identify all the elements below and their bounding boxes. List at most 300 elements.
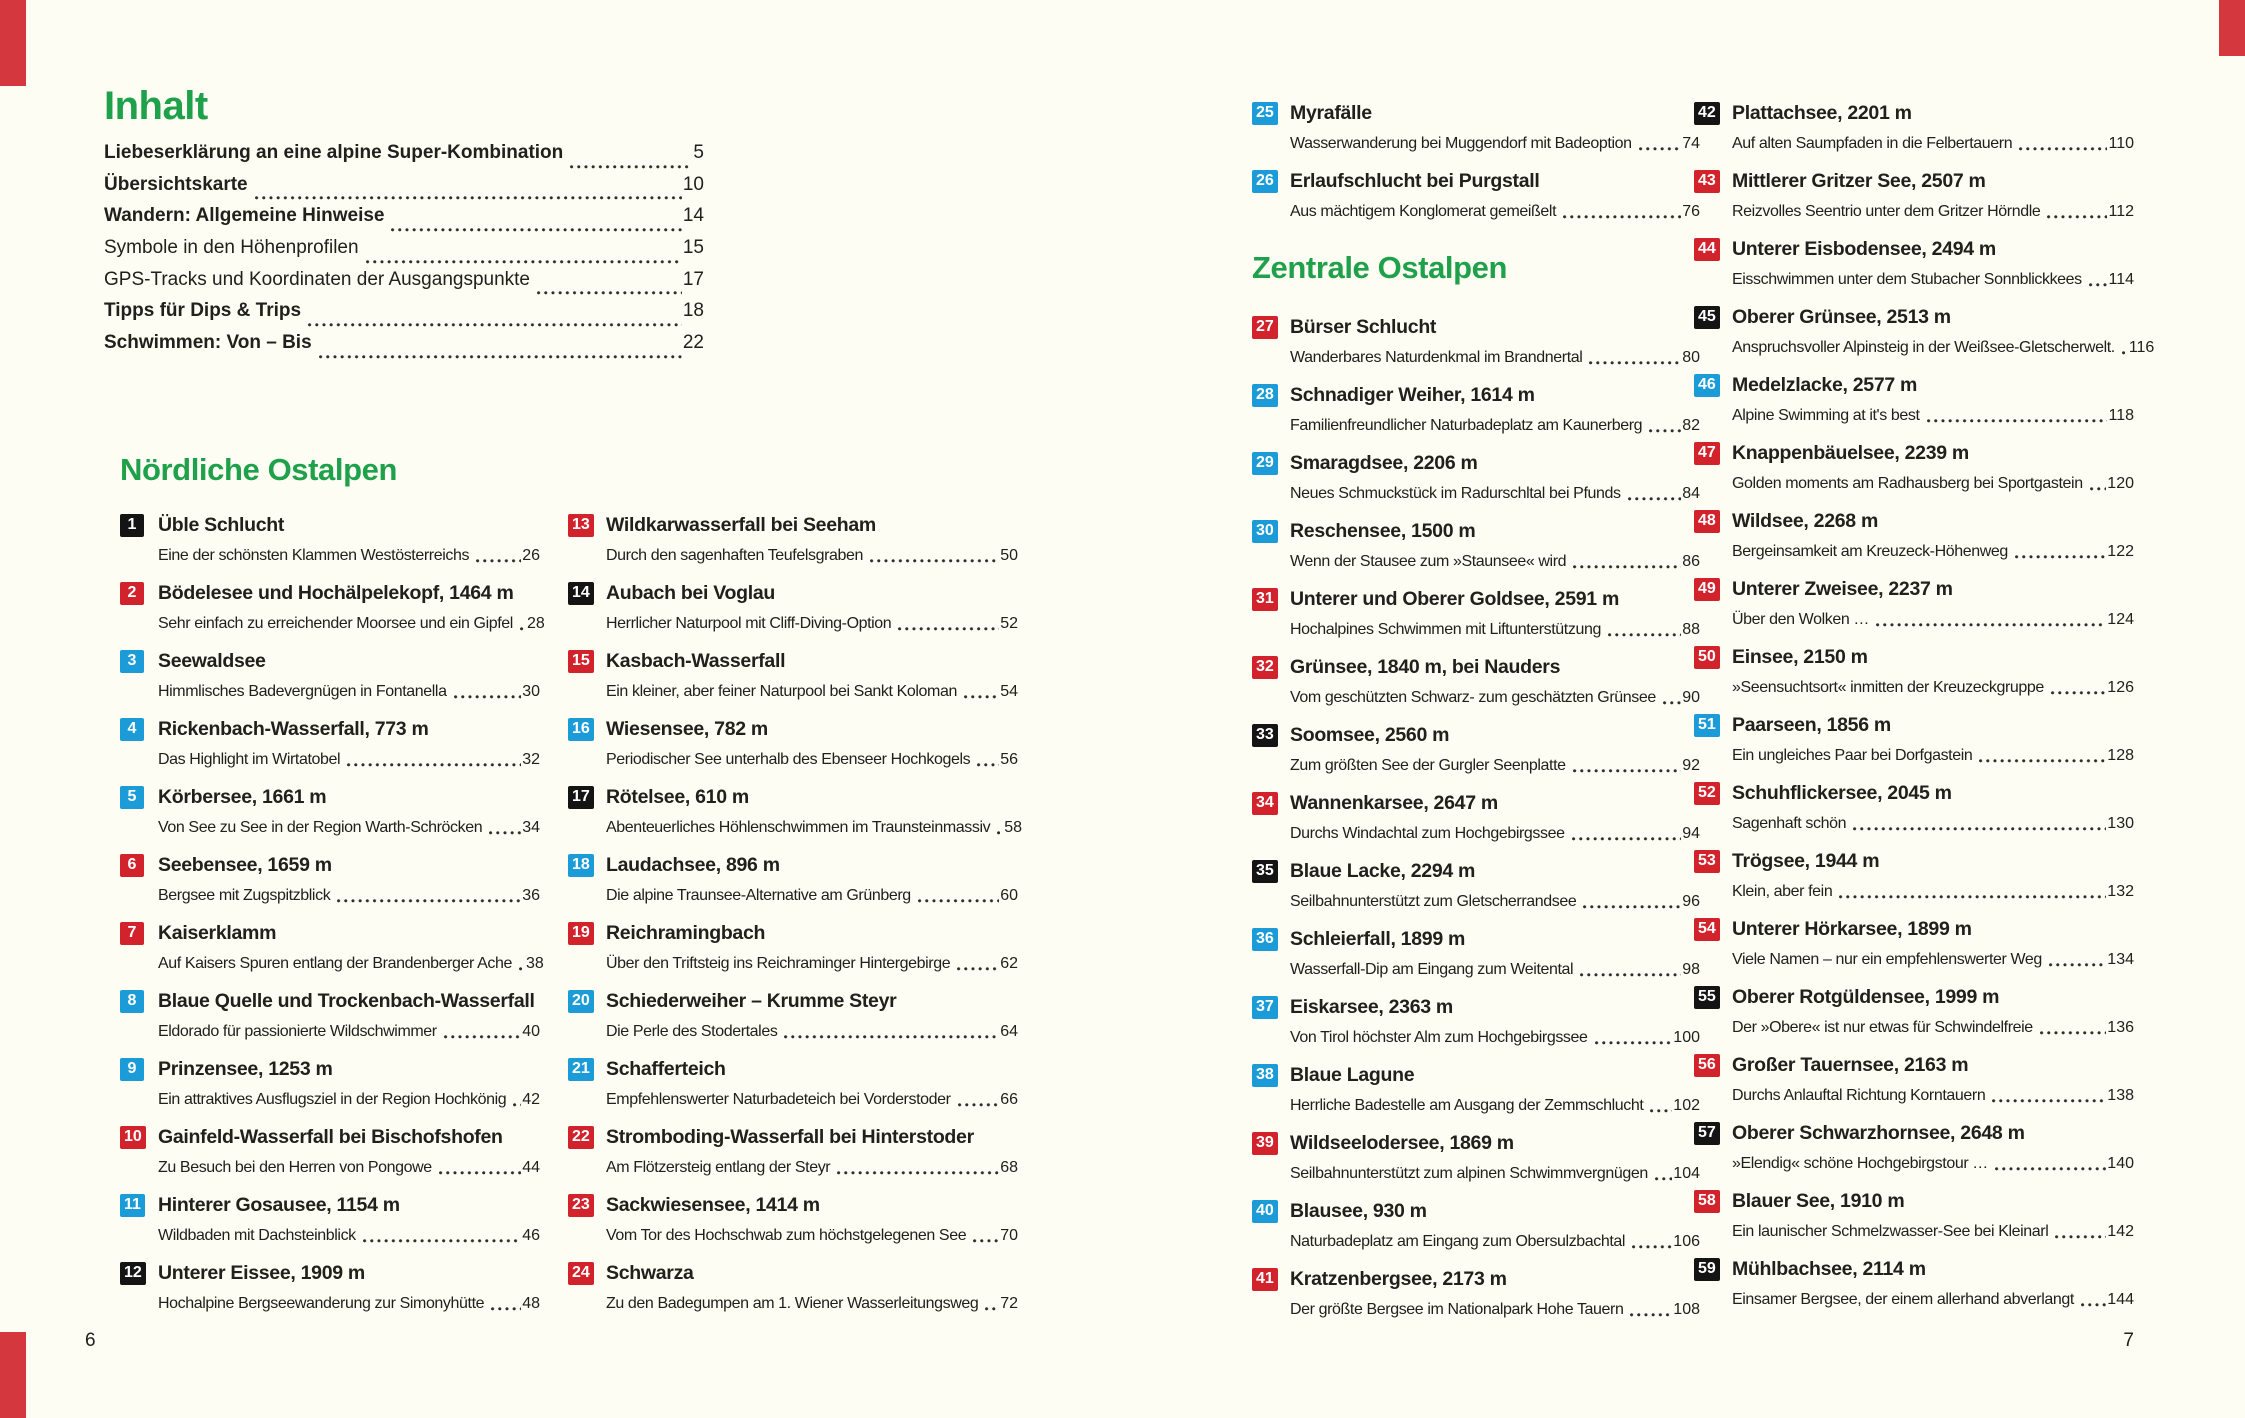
toc-entry-subline [606,545,1018,567]
tour-number-badge: 16 [568,718,594,741]
toc-entry [120,988,540,1056]
tour-number-badge: 28 [1252,384,1278,407]
toc-entry-head [1694,168,2134,194]
tour-description: Golden moments am Radhausberg bei Sportgastein [1732,475,2083,492]
tour-page-number: 64 [1000,1023,1018,1040]
dotted-leader [491,1307,521,1311]
dotted-leader [2047,215,2107,219]
dotted-leader [1927,419,2108,423]
tour-title: Schuhflickersee, 2045 m [1732,781,1952,804]
tour-number-badge: 57 [1694,1122,1720,1145]
dotted-leader [519,967,525,971]
tour-description: Eine der schönsten Klammen Westösterreichs [158,547,470,564]
dotted-leader [391,228,681,232]
tour-description: Ein kleiner, aber feiner Naturpool bei Sankt Koloman [606,683,957,700]
tour-description: Periodischer See unterhalb des Ebenseer Hochkogels [606,751,971,768]
tour-page-number: 140 [2107,1155,2134,1172]
tour-title: Unterer und Oberer Goldsee, 2591 m [1290,587,1620,610]
tour-page-number: 68 [1000,1159,1018,1176]
toc-entry [568,920,1018,988]
toc-entry [1694,1052,2134,1120]
toc-entry [1252,926,1700,994]
tour-number-badge-cell [568,922,606,945]
toc-entry [1252,518,1700,586]
tour-number-badge: 55 [1694,986,1720,1009]
tour-page-number: 88 [1682,621,1700,638]
tour-title: Üble Schlucht [158,513,285,536]
toc-entry [1694,644,2134,712]
toc-entry-head [120,648,540,674]
tour-number-badge: 29 [1252,452,1278,475]
intro-row [104,205,704,237]
tour-number-badge: 50 [1694,646,1720,669]
tour-title: Oberer Grünsee, 2513 m [1732,305,1951,328]
tour-page-number: 44 [522,1159,540,1176]
toc-entry-subline [1290,891,1700,913]
tour-number-badge: 27 [1252,316,1278,339]
intro-label: GPS-Tracks und Koordinaten der Ausgangspunkte [104,268,530,290]
tour-number-badge-cell [120,1262,158,1285]
toc-entry-head [1252,790,1700,816]
dotted-leader [1853,827,2106,831]
toc-entry-subline [158,1021,540,1043]
tour-description: Über den Wolken … [1732,611,1869,628]
toc-entry-subline [1732,745,2134,767]
toc-entry [120,512,540,580]
tour-title: Stromboding-Wasserfall bei Hinterstoder [606,1125,974,1148]
toc-entry-head [1694,236,2134,262]
tour-number-badge-cell [1694,646,1732,669]
tour-number-badge: 44 [1694,238,1720,261]
tour-number-badge: 45 [1694,306,1720,329]
tour-description: Seilbahnunterstützt zum Gletscherrandsee [1290,893,1577,910]
tour-title: Bödelesee und Hochälpelekopf, 1464 m [158,581,514,604]
tour-page-number: 92 [1682,757,1700,774]
tour-page-number: 114 [2108,271,2134,288]
tour-page-number: 128 [2107,747,2134,764]
tour-number-badge-cell [1252,656,1290,679]
tour-title: Plattachsee, 2201 m [1732,101,1912,124]
tour-title: Mühlbachsee, 2114 m [1732,1257,1926,1280]
intro-page-number: 5 [693,142,704,163]
toc-entry-head [568,852,1018,878]
tour-description: Alpine Swimming at it's best [1732,407,1920,424]
tour-number-badge: 53 [1694,850,1720,873]
page-edge-mark-top-right [2219,0,2245,56]
toc-entry-head [120,1056,540,1082]
tour-number-badge: 41 [1252,1268,1278,1291]
toc-entry-head [1252,1198,1700,1224]
tour-number-badge-cell [1252,452,1290,475]
intro-label: Übersichtskarte [104,173,248,195]
tour-number-badge-cell [1694,1258,1732,1281]
tour-number-badge: 19 [568,922,594,945]
intro-page-number: 18 [682,300,704,322]
toc-entry-head [120,580,540,606]
tour-number-badge-cell [1252,860,1290,883]
dotted-leader [2090,487,2107,491]
tour-description: Herrliche Badestelle am Ausgang der Zemmschlucht [1290,1097,1644,1114]
dotted-leader [1639,147,1682,151]
tour-description: Viele Namen – nur ein empfehlenswerter Weg [1732,951,2042,968]
toc-entry-subline [1290,1231,1700,1253]
toc-entry [568,716,1018,784]
toc-entry-head [120,716,540,742]
tour-title: Hinterer Gosausee, 1154 m [158,1193,400,1216]
toc-title: Inhalt [104,84,208,128]
tour-title: Rötelsee, 610 m [606,785,749,808]
tour-page-number: 120 [2107,475,2134,492]
toc-entry-head [568,1056,1018,1082]
dotted-leader [520,627,526,631]
tour-page-number: 50 [1000,547,1018,564]
tour-description: Die Perle des Stodertales [606,1023,778,1040]
tour-description: »Seensuchtsort« inmitten der Kreuzeckgruppe [1732,679,2044,696]
tour-title: Paarseen, 1856 m [1732,713,1891,736]
toc-entry [120,580,545,648]
tour-description: Ein attraktives Ausflugsziel in der Region Hochkönig [158,1091,507,1108]
tour-description: Wasserfall-Dip am Eingang zum Weitental [1290,961,1574,978]
tour-number-badge: 25 [1252,102,1278,125]
toc-entry-subline [1732,1085,2134,1107]
left-page-number: 6 [85,1330,96,1351]
dotted-leader [1650,1109,1672,1113]
page-edge-mark-bottom-left [0,1332,26,1418]
tour-description: Vom geschützten Schwarz- zum geschätzten Grünsee [1290,689,1656,706]
toc-entry [1252,858,1700,926]
tour-title: Kratzenbergsee, 2173 m [1290,1267,1507,1290]
toc-entry [568,512,1018,580]
toc-entry [568,648,1018,716]
dotted-leader [347,763,521,767]
dotted-leader [1583,905,1681,909]
tour-number-badge-cell [120,922,158,945]
toc-entry-subline [606,1157,1018,1179]
tour-page-number: 118 [2108,407,2134,424]
right-page-column-1-top [1252,100,1700,236]
intro-row [104,237,704,269]
toc-entry-subline [158,749,540,771]
tour-description: Neues Schmuckstück im Radurschltal bei Pfunds [1290,485,1621,502]
tour-description: Hochalpines Schwimmen mit Liftunterstützung [1290,621,1601,638]
tour-description: Abenteuerliches Höhlenschwimmen im Traunsteinmassiv [606,819,991,836]
tour-number-badge-cell [568,1126,606,1149]
tour-number-badge-cell [1252,1268,1290,1291]
tour-number-badge-cell [120,990,158,1013]
toc-entry-head [1252,382,1700,408]
toc-entry-subline [1290,1095,1700,1117]
toc-entry-head [1694,712,2134,738]
toc-entry-subline [1290,687,1700,709]
dotted-leader [1876,623,2106,627]
toc-entry [1252,994,1700,1062]
tour-page-number: 48 [522,1295,540,1312]
dotted-leader [958,1103,1000,1107]
tour-number-badge-cell [1252,792,1290,815]
dotted-leader [513,1103,521,1107]
toc-entry-subline [158,953,544,975]
toc-entry-subline [606,1225,1018,1247]
tour-number-badge: 35 [1252,860,1278,883]
tour-title: Kasbach-Wasserfall [606,649,786,672]
tour-number-badge: 38 [1252,1064,1278,1087]
tour-number-badge: 54 [1694,918,1720,941]
toc-entry-subline [1290,415,1700,437]
dotted-leader [837,1171,999,1175]
tour-page-number: 30 [522,683,540,700]
tour-title: Seewaldsee [158,649,266,672]
toc-entry-head [568,920,1018,946]
toc-entry-head [568,784,1018,810]
toc-entry-head [1252,1266,1700,1292]
tour-title: Blaue Quelle und Trockenbach-Wasserfall [158,989,535,1012]
toc-entry-subline [1290,959,1700,981]
tour-description: Sehr einfach zu erreichender Moorsee und ein Gipfel [158,615,513,632]
tour-title: Gainfeld-Wasserfall bei Bischofshofen [158,1125,503,1148]
intro-label: Symbole in den Höhenprofilen [104,237,359,259]
dotted-leader [2049,963,2106,967]
toc-entry-head [1252,100,1700,126]
dotted-leader [1563,215,1681,219]
tour-title: Unterer Eisbodensee, 2494 m [1732,237,1996,260]
dotted-leader [1979,759,2106,763]
tour-page-number: 100 [1673,1029,1700,1046]
tour-title: Blauer See, 1910 m [1732,1189,1905,1212]
toc-entry [1252,382,1700,450]
tour-title: Smaragdsee, 2206 m [1290,451,1478,474]
tour-number-badge-cell [568,718,606,741]
toc-entry-head [1252,518,1700,544]
tour-number-badge: 5 [120,786,144,809]
tour-number-badge-cell [1694,850,1732,873]
tour-page-number: 102 [1673,1097,1700,1114]
toc-entry-head [1694,916,2134,942]
dotted-leader [898,627,999,631]
toc-entry [1694,508,2134,576]
toc-entry [1252,1266,1700,1334]
tour-number-badge-cell [120,718,158,741]
toc-entry-head [120,920,540,946]
toc-entry-head [568,512,1018,538]
toc-entry-subline [1732,541,2134,563]
tour-number-badge-cell [1252,316,1290,339]
tour-page-number: 90 [1682,689,1700,706]
tour-page-number: 124 [2107,611,2134,628]
tour-title: Oberer Schwarzhornsee, 2648 m [1732,1121,2025,1144]
tour-number-badge: 18 [568,854,594,877]
tour-page-number: 96 [1682,893,1700,910]
tour-description: Das Highlight im Wirtatobel [158,751,341,768]
toc-entry-head [120,1124,540,1150]
tour-number-badge-cell [1694,510,1732,533]
toc-entry-subline [606,885,1018,907]
toc-entry [1252,1130,1700,1198]
tour-number-badge-cell [1694,986,1732,1009]
toc-entry-subline [606,1021,1018,1043]
toc-entry-subline [1290,201,1700,223]
toc-entry-subline [1732,1017,2134,1039]
toc-entry-head [1694,100,2134,126]
toc-entry [120,852,540,920]
tour-description: Wildbaden mit Dachsteinblick [158,1227,356,1244]
right-page-number: 7 [2123,1330,2134,1351]
toc-entry-head [1252,314,1700,340]
tour-description: Wenn der Stausee zum »Staunsee« wird [1290,553,1567,570]
tour-title: Schiederweiher – Krumme Steyr [606,989,897,1012]
tour-page-number: 74 [1682,135,1700,152]
dotted-leader [870,559,999,563]
toc-entry-subline [1732,677,2134,699]
tour-number-badge-cell [568,1262,606,1285]
toc-entry [120,648,540,716]
intro-row [104,332,704,364]
toc-entry-subline [1732,201,2134,223]
toc-entry [120,1056,540,1124]
dotted-leader [964,695,999,699]
tour-description: Familienfreundlicher Naturbadeplatz am Kaunerberg [1290,417,1643,434]
tour-number-badge-cell [1694,238,1732,261]
dotted-leader [454,695,522,699]
tour-title: Seebensee, 1659 m [158,853,332,876]
tour-description: Auf alten Saumpfaden in die Felbertauern [1732,135,2013,152]
tour-description: Zu Besuch bei den Herren von Pongowe [158,1159,432,1176]
dotted-leader [957,967,999,971]
tour-number-badge: 6 [120,854,144,877]
toc-entry-head [568,648,1018,674]
tour-title: Trögsee, 1944 m [1732,849,1880,872]
tour-number-badge-cell [568,854,606,877]
toc-entry-head [1252,654,1700,680]
tour-description: Wasserwanderung bei Muggendorf mit Badeoption [1290,135,1632,152]
tour-page-number: 104 [1673,1165,1700,1182]
tour-number-badge-cell [568,1058,606,1081]
tour-page-number: 106 [1673,1233,1700,1250]
tour-description: Bergeinsamkeit am Kreuzeck-Höhenweg [1732,543,2008,560]
tour-number-badge-cell [120,1126,158,1149]
tour-number-badge: 3 [120,650,144,673]
toc-entry-subline [1732,1153,2134,1175]
tour-number-badge-cell [1694,782,1732,805]
tour-number-badge: 30 [1252,520,1278,543]
tour-description: Ein ungleiches Paar bei Dorfgastein [1732,747,1973,764]
tour-page-number: 130 [2107,815,2134,832]
tour-title: Mittlerer Gritzer See, 2507 m [1732,169,1986,192]
toc-entry-subline [1732,269,2134,291]
toc-entry-head [568,1192,1018,1218]
toc-entry-subline [1732,405,2134,427]
tour-page-number: 40 [522,1023,540,1040]
tour-number-badge: 56 [1694,1054,1720,1077]
dotted-leader [1839,895,2106,899]
tour-description: Auf Kaisers Spuren entlang der Brandenberger Ache [158,955,512,972]
tour-number-badge-cell [1252,102,1290,125]
tour-number-badge: 1 [120,514,144,537]
dotted-leader [1663,701,1681,705]
toc-entry [1694,168,2134,236]
toc-entry-subline [158,885,540,907]
tour-title: Großer Tauernsee, 2163 m [1732,1053,1969,1076]
tour-title: Grünsee, 1840 m, bei Nauders [1290,655,1561,678]
tour-page-number: 28 [526,615,545,632]
toc-entry-head [1252,858,1700,884]
toc-entry [1694,780,2134,848]
intro-page-number: 17 [682,268,704,290]
toc-entry-head [1694,780,2134,806]
toc-entry [568,784,1023,852]
tour-number-badge: 21 [568,1058,594,1081]
dotted-leader [2055,1235,2106,1239]
tour-number-badge: 17 [568,786,594,809]
toc-entry-subline [606,817,1023,839]
toc-entry-subline [158,1089,540,1111]
dotted-leader [363,1239,521,1243]
tour-title: Blaue Lagune [1290,1063,1415,1086]
tour-page-number: 56 [1000,751,1018,768]
toc-entry-head [120,1260,540,1286]
tour-number-badge-cell [1252,1200,1290,1223]
tour-description: Anspruchsvoller Alpinsteig in der Weißsee-Gletscherwelt. [1732,339,2115,356]
tour-page-number: 132 [2107,883,2134,900]
tour-description: Zum größten See der Gurgler Seenplatte [1290,757,1566,774]
toc-entry [1694,440,2134,508]
toc-entry-head [568,716,1018,742]
tour-number-badge: 58 [1694,1190,1720,1213]
tour-description: Die alpine Traunsee-Alternative am Grünberg [606,887,911,904]
tour-number-badge-cell [1694,170,1732,193]
toc-entry [1252,168,1700,236]
intro-page-number: 22 [682,332,704,354]
intro-list [104,142,704,364]
toc-entry-subline [1732,1221,2134,1243]
dotted-leader [1589,361,1681,365]
dotted-leader [1632,1245,1672,1249]
toc-entry-head [1694,1052,2134,1078]
tour-number-badge: 15 [568,650,594,673]
tour-number-badge: 59 [1694,1258,1720,1281]
tour-number-badge: 40 [1252,1200,1278,1223]
tour-number-badge: 37 [1252,996,1278,1019]
tour-description: Durch den sagenhaften Teufelsgraben [606,547,864,564]
tour-title: Wildseelodersee, 1869 m [1290,1131,1514,1154]
tour-number-badge-cell [1694,442,1732,465]
intro-page-number: 15 [682,237,704,259]
toc-entry [568,1192,1018,1260]
tour-description: Wanderbares Naturdenkmal im Brandnertal [1290,349,1583,366]
tour-description: Ein launischer Schmelzwasser-See bei Kleinarl [1732,1223,2049,1240]
tour-title: Reschensee, 1500 m [1290,519,1476,542]
tour-title: Wildsee, 2268 m [1732,509,1878,532]
dotted-leader [1995,1167,2106,1171]
tour-page-number: 38 [525,955,544,972]
tour-title: Medelzlacke, 2577 m [1732,373,1918,396]
tour-title: Knappenbäuelsee, 2239 m [1732,441,1969,464]
dotted-leader [2089,283,2108,287]
dotted-leader [997,831,1003,835]
toc-entry [1694,916,2134,984]
section-heading-zentrale-ostalpen: Zentrale Ostalpen [1252,250,1508,285]
dotted-leader [1630,1313,1672,1317]
tour-number-badge-cell [120,1194,158,1217]
dotted-leader [1992,1099,2106,1103]
dotted-leader [1573,565,1681,569]
tour-description: Sagenhaft schön [1732,815,1847,832]
tour-number-badge: 10 [120,1126,146,1149]
tour-number-badge-cell [1694,1190,1732,1213]
tour-page-number: 126 [2107,679,2134,696]
tour-number-badge: 36 [1252,928,1278,951]
toc-entry [568,1260,1018,1328]
toc-entry [568,580,1018,648]
